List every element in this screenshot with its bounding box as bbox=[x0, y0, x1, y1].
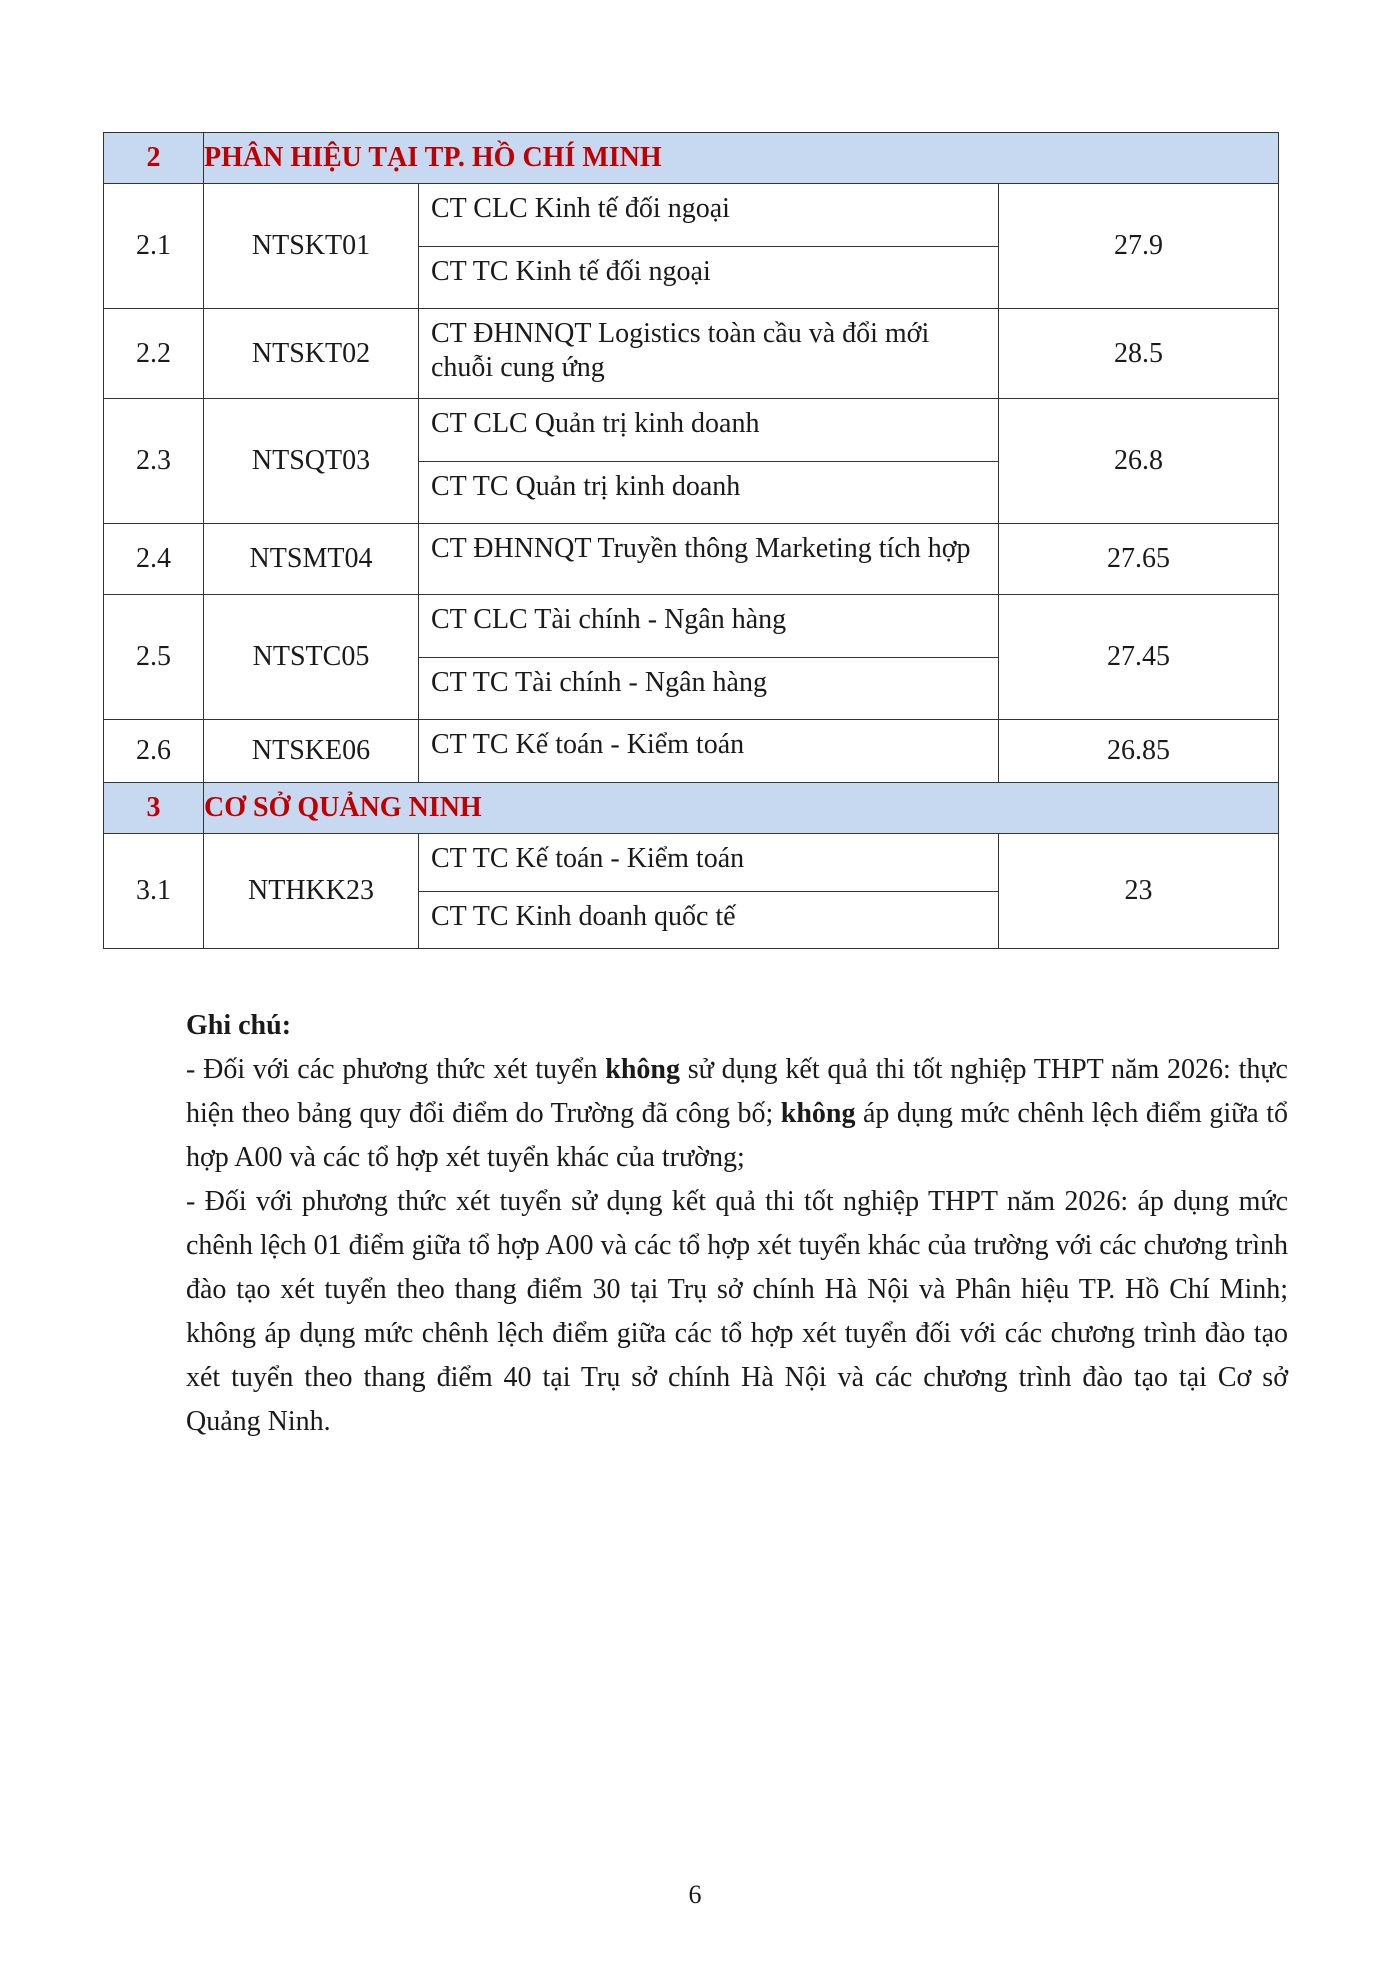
admission-score: 26.85 bbox=[999, 720, 1279, 783]
section-header-row bbox=[104, 133, 1279, 184]
row-number: 2.6 bbox=[104, 720, 204, 783]
note-text: sử dụng kết quả thi tốt nghiệp THPT năm 2026: thực hiện theo bảng quy đổi điểm do Trường đã công bố; bbox=[186, 1054, 1288, 1129]
note-text: áp dụng mức chênh lệch điểm giữa tổ hợp A00 và các tổ hợp xét tuyển khác của trường; bbox=[186, 1098, 1288, 1173]
program-list-cell bbox=[419, 834, 999, 949]
program-code: NTSTC05 bbox=[204, 595, 419, 720]
section-title: PHÂN HIỆU TẠI TP. HỒ CHÍ MINH bbox=[204, 133, 1279, 184]
admission-score: 23 bbox=[999, 834, 1279, 949]
table-row bbox=[104, 524, 1279, 595]
program-list-cell bbox=[419, 399, 999, 524]
note-text: - Đối với các phương thức xét tuyển bbox=[186, 1054, 606, 1085]
admission-score: 26.8 bbox=[999, 399, 1279, 524]
row-number: 3.1 bbox=[104, 834, 204, 949]
table-row bbox=[104, 399, 1279, 524]
program-code: NTSKE06 bbox=[204, 720, 419, 783]
program-list-cell bbox=[419, 524, 999, 595]
program-code: NTSKT01 bbox=[204, 184, 419, 309]
admission-score: 27.65 bbox=[999, 524, 1279, 595]
section-title: CƠ SỞ QUẢNG NINH bbox=[204, 783, 1279, 834]
section-number: 3 bbox=[104, 783, 204, 834]
section-header-row bbox=[104, 783, 1279, 834]
program-name: CT ĐHNNQT Logistics toàn cầu và đổi mới chuỗi cung ứng bbox=[431, 318, 930, 383]
section-number: 2 bbox=[104, 133, 204, 184]
table-row bbox=[104, 720, 1279, 783]
admission-score: 28.5 bbox=[999, 309, 1279, 399]
note-paragraph-1 bbox=[186, 1048, 1288, 1180]
program-code: NTSKT02 bbox=[204, 309, 419, 399]
program-name: CT TC Kinh tế đối ngoại bbox=[419, 246, 998, 308]
program-name: CT CLC Tài chính - Ngân hàng bbox=[431, 604, 787, 635]
table-row bbox=[104, 595, 1279, 720]
program-code: NTHKK23 bbox=[204, 834, 419, 949]
program-name: CT TC Kinh doanh quốc tế bbox=[419, 891, 998, 948]
notes-title: Ghi chú: bbox=[186, 1010, 292, 1041]
program-name: CT TC Quản trị kinh doanh bbox=[419, 461, 998, 523]
row-number: 2.3 bbox=[104, 399, 204, 524]
notes-section bbox=[186, 1004, 1288, 1444]
program-list-cell bbox=[419, 184, 999, 309]
program-name: CT TC Tài chính - Ngân hàng bbox=[419, 657, 998, 719]
program-list-cell bbox=[419, 595, 999, 720]
program-list-cell bbox=[419, 309, 999, 399]
program-code: NTSMT04 bbox=[204, 524, 419, 595]
page-number: 6 bbox=[688, 1880, 702, 1909]
admission-score: 27.45 bbox=[999, 595, 1279, 720]
row-number: 2.2 bbox=[104, 309, 204, 399]
note-emphasis: không bbox=[780, 1098, 856, 1129]
admission-score: 27.9 bbox=[999, 184, 1279, 309]
table-row bbox=[104, 184, 1279, 309]
program-list-cell bbox=[419, 720, 999, 783]
note-paragraph-2: - Đối với phương thức xét tuyển sử dụng kết quả thi tốt nghiệp THPT năm 2026: áp dụng mức chênh lệch 01 điểm giữa tổ hợp A00 và các tổ hợp xét tuyển khác của trường với các chương trình đào tạo xét tuyển theo thang điểm 30 tại Trụ sở chính Hà Nội và Phân hiệu TP. Hồ Chí Minh; không áp dụng mức chênh lệch điểm giữa các tổ hợp xét tuyển đối với các chương trình đào tạo xét tuyển theo thang điểm 40 tại Trụ sở chính Hà Nội và các chương trình đào tạo tại Cơ sở Quảng Ninh. bbox=[186, 1186, 1288, 1437]
table-row bbox=[104, 309, 1279, 399]
program-name: CT CLC Quản trị kinh doanh bbox=[431, 408, 760, 439]
program-name: CT TC Kế toán - Kiểm toán bbox=[431, 843, 745, 874]
program-code: NTSQT03 bbox=[204, 399, 419, 524]
table-body bbox=[104, 133, 1279, 949]
table-row bbox=[104, 834, 1279, 949]
program-name: CT TC Kế toán - Kiểm toán bbox=[431, 729, 745, 760]
row-number: 2.5 bbox=[104, 595, 204, 720]
admission-score-table bbox=[103, 132, 1279, 949]
row-number: 2.4 bbox=[104, 524, 204, 595]
program-name: CT CLC Kinh tế đối ngoại bbox=[431, 193, 730, 224]
row-number: 2.1 bbox=[104, 184, 204, 309]
note-emphasis: không bbox=[605, 1054, 680, 1085]
program-name: CT ĐHNNQT Truyền thông Marketing tích hợp bbox=[431, 533, 971, 564]
